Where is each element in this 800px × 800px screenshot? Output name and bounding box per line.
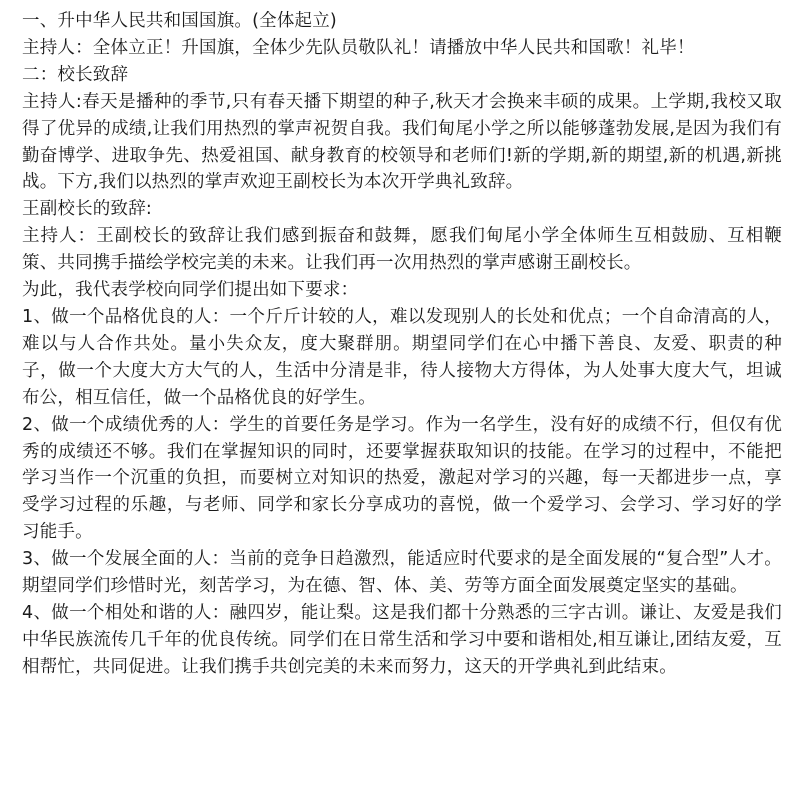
vice-principal-speech-label: 王副校长的致辞: [22, 199, 152, 220]
requirement-2-paragraph: 2、做一个成绩优秀的人：学生的首要任务是学习。作为一名学生，没有好的成绩不行，但仅有优秀的成绩还不够。我们在掌握知识的同时，还要掌握获取知识的技能。在学习的过程中，不能把学习当作一个沉重的负担，而要树立对知识的热爱，激起对学习的兴趣，每一天都进步一点，享受学习过程的乐趣，与老师、同学和家长分享成功的喜悦，做一个爱学习、会学习、学习好的学习能手。 [22, 414, 782, 543]
host-intro-paragraph: 主持人:春天是播种的季节,只有春天播下期望的种子,秋天才会换来丰硕的成果。上学期,我校又取得了优异的成绩,让我们用热烈的掌声祝贺自我。我们甸尾小学之所以能够蓬勃发展,是因为我们有勤奋博学、进取争先、热爱祖国、献身教育的校领导和老师们!新的学期,新的期望,新的机遇,新挑战。下方,我们以热烈的掌声欢迎王副校长为本次开学典礼致辞。 [22, 91, 782, 193]
document-body [22, 8, 782, 681]
host-thanks-paragraph: 主持人：王副校长的致辞让我们感到振奋和鼓舞，愿我们甸尾小学全体师生互相鼓励、互相鞭策、共同携手描绘学校完美的未来。让我们再一次用热烈的掌声感谢王副校长。 [22, 226, 782, 274]
section-heading-flag-raising: 一、升中华人民共和国国旗。(全体起立) [22, 11, 337, 31]
requirement-3-paragraph: 3、做一个发展全面的人：当前的竞争日趋激烈，能适应时代要求的是全面发展的“复合型”人才。期望同学们珍惜时光，刻苦学习，为在德、智、体、美、劳等方面全面发展奠定坚实的基础。 [22, 549, 782, 597]
requirements-intro: 为此，我代表学校向同学们提出如下要求： [22, 280, 359, 301]
section-heading-principal-speech: 二：校长致辞 [22, 64, 129, 85]
requirement-4-paragraph: 4、做一个相处和谐的人：融四岁，能让梨。这是我们都十分熟悉的三字古训。谦让、友爱是我们中华民族流传几千年的优良传统。同学们在日常生活和学习中要和谐相处,相互谦让,团结友爱，互相帮忙，共同促进。让我们携手共创完美的未来而努力，这天的开学典礼到此结束。 [22, 602, 782, 677]
requirement-1-paragraph: 1、做一个品格优良的人：一个斤斤计较的人，难以发现别人的长处和优点；一个自命清高的人，难以与人合作共处。量小失众友，度大聚群朋。期望同学们在心中播下善良、友爱、职责的种子，做一个大度大方大气的人，生活中分清是非，待人接物大方得体，为人处事大度大气，坦诚布公，相互信任，做一个品格优良的好学生。 [22, 306, 782, 408]
host-line-flag-raising: 主持人：全体立正！升国旗，全体少先队员敬队礼！请播放中华人民共和国歌！礼毕！ [22, 37, 695, 58]
